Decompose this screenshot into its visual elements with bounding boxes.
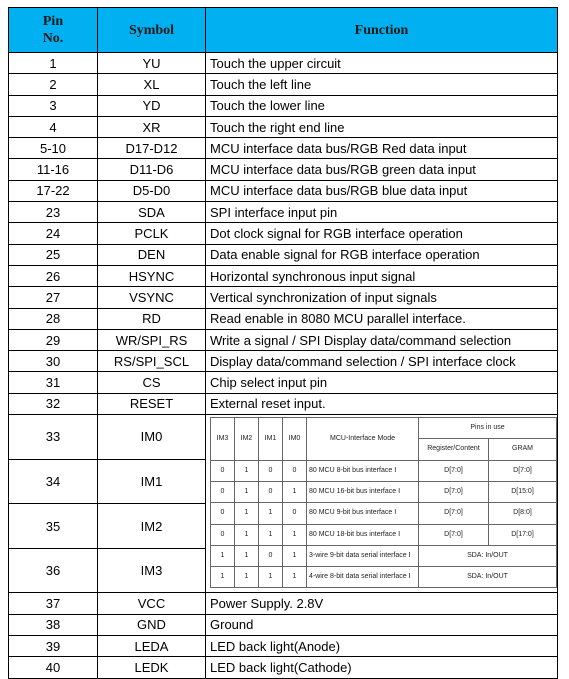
pin-number: 30 xyxy=(9,351,98,372)
pin-function: Touch the right end line xyxy=(206,116,558,137)
pin-symbol: SDA xyxy=(98,202,206,223)
im-header-row xyxy=(211,418,557,439)
pin-number: 1 xyxy=(9,53,98,74)
im3-value: 0 xyxy=(211,524,235,545)
function-header: Function xyxy=(206,8,558,53)
im2-value: 1 xyxy=(235,567,259,588)
gram-value: D[7:0] xyxy=(489,460,557,481)
pin-symbol: D5-D0 xyxy=(98,180,206,201)
mode-value: 4-wire 8-bit data serial interface Ⅰ xyxy=(307,567,419,588)
pin-symbol: YU xyxy=(98,53,206,74)
pin-number: 40 xyxy=(9,657,98,678)
im0-value: 0 xyxy=(283,460,307,481)
im1-value: 1 xyxy=(259,503,283,524)
im3-value: 0 xyxy=(211,460,235,481)
im2-value: 1 xyxy=(235,481,259,502)
table-row xyxy=(9,180,558,201)
pin-number: 33 xyxy=(9,415,98,460)
pin-symbol: IM1 xyxy=(98,459,206,504)
pin-number: 3 xyxy=(9,95,98,116)
im1-value: 1 xyxy=(259,524,283,545)
pin-number: 27 xyxy=(9,287,98,308)
pin-function: Power Supply. 2.8V xyxy=(206,593,558,614)
pin-number: 2 xyxy=(9,74,98,95)
register-value: D[7:0] xyxy=(419,524,489,545)
pin-symbol: VSYNC xyxy=(98,287,206,308)
mode-value: 3-wire 9-bit data serial interface Ⅰ xyxy=(307,545,419,566)
im3-header: IM3 xyxy=(211,418,235,461)
pin-number: 35 xyxy=(9,504,98,549)
pin-symbol: IM2 xyxy=(98,504,206,549)
pin-function: Horizontal synchronous input signal xyxy=(206,265,558,286)
pin-no-header: Pin No. xyxy=(9,8,98,53)
sda-value: SDA: In/OUT xyxy=(419,567,557,588)
pin-function: Ground xyxy=(206,614,558,635)
table-row xyxy=(9,265,558,286)
im0-value: 1 xyxy=(283,481,307,502)
pin-number: 36 xyxy=(9,548,98,593)
table-row xyxy=(9,138,558,159)
pin-symbol: VCC xyxy=(98,593,206,614)
pin-symbol: LEDA xyxy=(98,636,206,657)
pin-symbol: CS xyxy=(98,372,206,393)
im1-value: 1 xyxy=(259,567,283,588)
im2-header: IM2 xyxy=(235,418,259,461)
table-row xyxy=(9,636,558,657)
pin-definition-table xyxy=(8,7,558,679)
table-row xyxy=(9,308,558,329)
pin-function: Touch the upper circuit xyxy=(206,53,558,74)
table-row xyxy=(9,329,558,350)
pin-symbol: RD xyxy=(98,308,206,329)
pin-number: 24 xyxy=(9,223,98,244)
table-row xyxy=(9,159,558,180)
table-body xyxy=(9,53,558,679)
pin-function: MCU interface data bus/RGB blue data input xyxy=(206,180,558,201)
table-row xyxy=(9,223,558,244)
pin-number: 17-22 xyxy=(9,180,98,201)
pin-number: 11-16 xyxy=(9,159,98,180)
pin-function: Dot clock signal for RGB interface operation xyxy=(206,223,558,244)
gram-value: D[15:0] xyxy=(489,481,557,502)
pin-symbol: IM0 xyxy=(98,415,206,460)
pin-function: Touch the left line xyxy=(206,74,558,95)
interface-mode-table xyxy=(210,417,557,588)
im1-value: 0 xyxy=(259,481,283,502)
pin-symbol: RESET xyxy=(98,393,206,414)
symbol-header: Symbol xyxy=(98,8,206,53)
mode-value: 80 MCU 9-bit bus interface Ⅰ xyxy=(307,503,419,524)
pin-symbol: XR xyxy=(98,116,206,137)
pin-number: 4 xyxy=(9,116,98,137)
mode-value: 80 MCU 8-bit bus interface Ⅰ xyxy=(307,460,419,481)
pin-function: External reset input. xyxy=(206,393,558,414)
im2-value: 1 xyxy=(235,545,259,566)
table-row xyxy=(9,74,558,95)
pin-number: 28 xyxy=(9,308,98,329)
im1-value: 0 xyxy=(259,545,283,566)
im0-value: 1 xyxy=(283,545,307,566)
pin-number: 25 xyxy=(9,244,98,265)
pin-function: Read enable in 8080 MCU parallel interface. xyxy=(206,308,558,329)
table-row xyxy=(9,415,558,460)
im0-value: 0 xyxy=(283,503,307,524)
pin-symbol: D17-D12 xyxy=(98,138,206,159)
pin-function: Vertical synchronization of input signals xyxy=(206,287,558,308)
pins-in-use-header: Pins in use xyxy=(419,418,557,439)
table-row xyxy=(9,116,558,137)
pin-symbol: GND xyxy=(98,614,206,635)
table-row xyxy=(9,351,558,372)
table-row xyxy=(9,372,558,393)
pin-symbol: YD xyxy=(98,95,206,116)
im-mode-row xyxy=(211,481,557,502)
pin-symbol: D11-D6 xyxy=(98,159,206,180)
pin-number: 29 xyxy=(9,329,98,350)
table-header-row xyxy=(9,8,558,53)
pin-number: 31 xyxy=(9,372,98,393)
im-mode-row xyxy=(211,524,557,545)
register-value: D[7:0] xyxy=(419,481,489,502)
pin-symbol: IM3 xyxy=(98,548,206,593)
im3-value: 1 xyxy=(211,567,235,588)
gram-value: D[17:0] xyxy=(489,524,557,545)
pin-number: 23 xyxy=(9,202,98,223)
register-value: D[7:0] xyxy=(419,460,489,481)
pin-symbol: HSYNC xyxy=(98,265,206,286)
table-row xyxy=(9,53,558,74)
mode-value: 80 MCU 16-bit bus interface Ⅰ xyxy=(307,481,419,502)
pin-function: SPI interface input pin xyxy=(206,202,558,223)
im2-value: 1 xyxy=(235,503,259,524)
pin-number: 37 xyxy=(9,593,98,614)
interface-mode-cell xyxy=(206,415,558,593)
table-row xyxy=(9,244,558,265)
im-mode-row xyxy=(211,460,557,481)
im1-header: IM1 xyxy=(259,418,283,461)
pin-symbol: RS/SPI_SCL xyxy=(98,351,206,372)
pin-number: 32 xyxy=(9,393,98,414)
table-row xyxy=(9,393,558,414)
im1-value: 0 xyxy=(259,460,283,481)
table-row xyxy=(9,95,558,116)
register-content-header: Register/Content xyxy=(419,439,489,460)
pin-symbol: XL xyxy=(98,74,206,95)
pin-function: MCU interface data bus/RGB Red data input xyxy=(206,138,558,159)
pin-function: Write a signal / SPI Display data/command selection xyxy=(206,329,558,350)
pin-function: Display data/command selection / SPI interface clock xyxy=(206,351,558,372)
pin-function: Chip select input pin xyxy=(206,372,558,393)
pin-function: MCU interface data bus/RGB green data input xyxy=(206,159,558,180)
sda-value: SDA: In/OUT xyxy=(419,545,557,566)
pin-number: 34 xyxy=(9,459,98,504)
pin-symbol: LEDK xyxy=(98,657,206,678)
mode-header: MCU-Interface Mode xyxy=(307,418,419,461)
im0-header: IM0 xyxy=(283,418,307,461)
im0-value: 1 xyxy=(283,567,307,588)
im3-value: 1 xyxy=(211,545,235,566)
pin-function: LED back light(Anode) xyxy=(206,636,558,657)
im2-value: 1 xyxy=(235,524,259,545)
gram-value: D[8:0] xyxy=(489,503,557,524)
im-mode-row xyxy=(211,545,557,566)
im-mode-row xyxy=(211,567,557,588)
mode-value: 80 MCU 18-bit bus interface Ⅰ xyxy=(307,524,419,545)
im3-value: 0 xyxy=(211,503,235,524)
pin-function: LED back light(Cathode) xyxy=(206,657,558,678)
pin-number: 38 xyxy=(9,614,98,635)
pin-function: Touch the lower line xyxy=(206,95,558,116)
gram-header: GRAM xyxy=(489,439,557,460)
pin-number: 5-10 xyxy=(9,138,98,159)
pin-symbol: DEN xyxy=(98,244,206,265)
table-row xyxy=(9,593,558,614)
table-row xyxy=(9,202,558,223)
table-row xyxy=(9,287,558,308)
im3-value: 0 xyxy=(211,481,235,502)
im-mode-row xyxy=(211,503,557,524)
pin-number: 26 xyxy=(9,265,98,286)
table-row xyxy=(9,657,558,678)
pin-number: 39 xyxy=(9,636,98,657)
im0-value: 1 xyxy=(283,524,307,545)
register-value: D[7:0] xyxy=(419,503,489,524)
im2-value: 1 xyxy=(235,460,259,481)
pin-symbol: WR/SPI_RS xyxy=(98,329,206,350)
pin-function: Data enable signal for RGB interface operation xyxy=(206,244,558,265)
table-row xyxy=(9,614,558,635)
pin-symbol: PCLK xyxy=(98,223,206,244)
